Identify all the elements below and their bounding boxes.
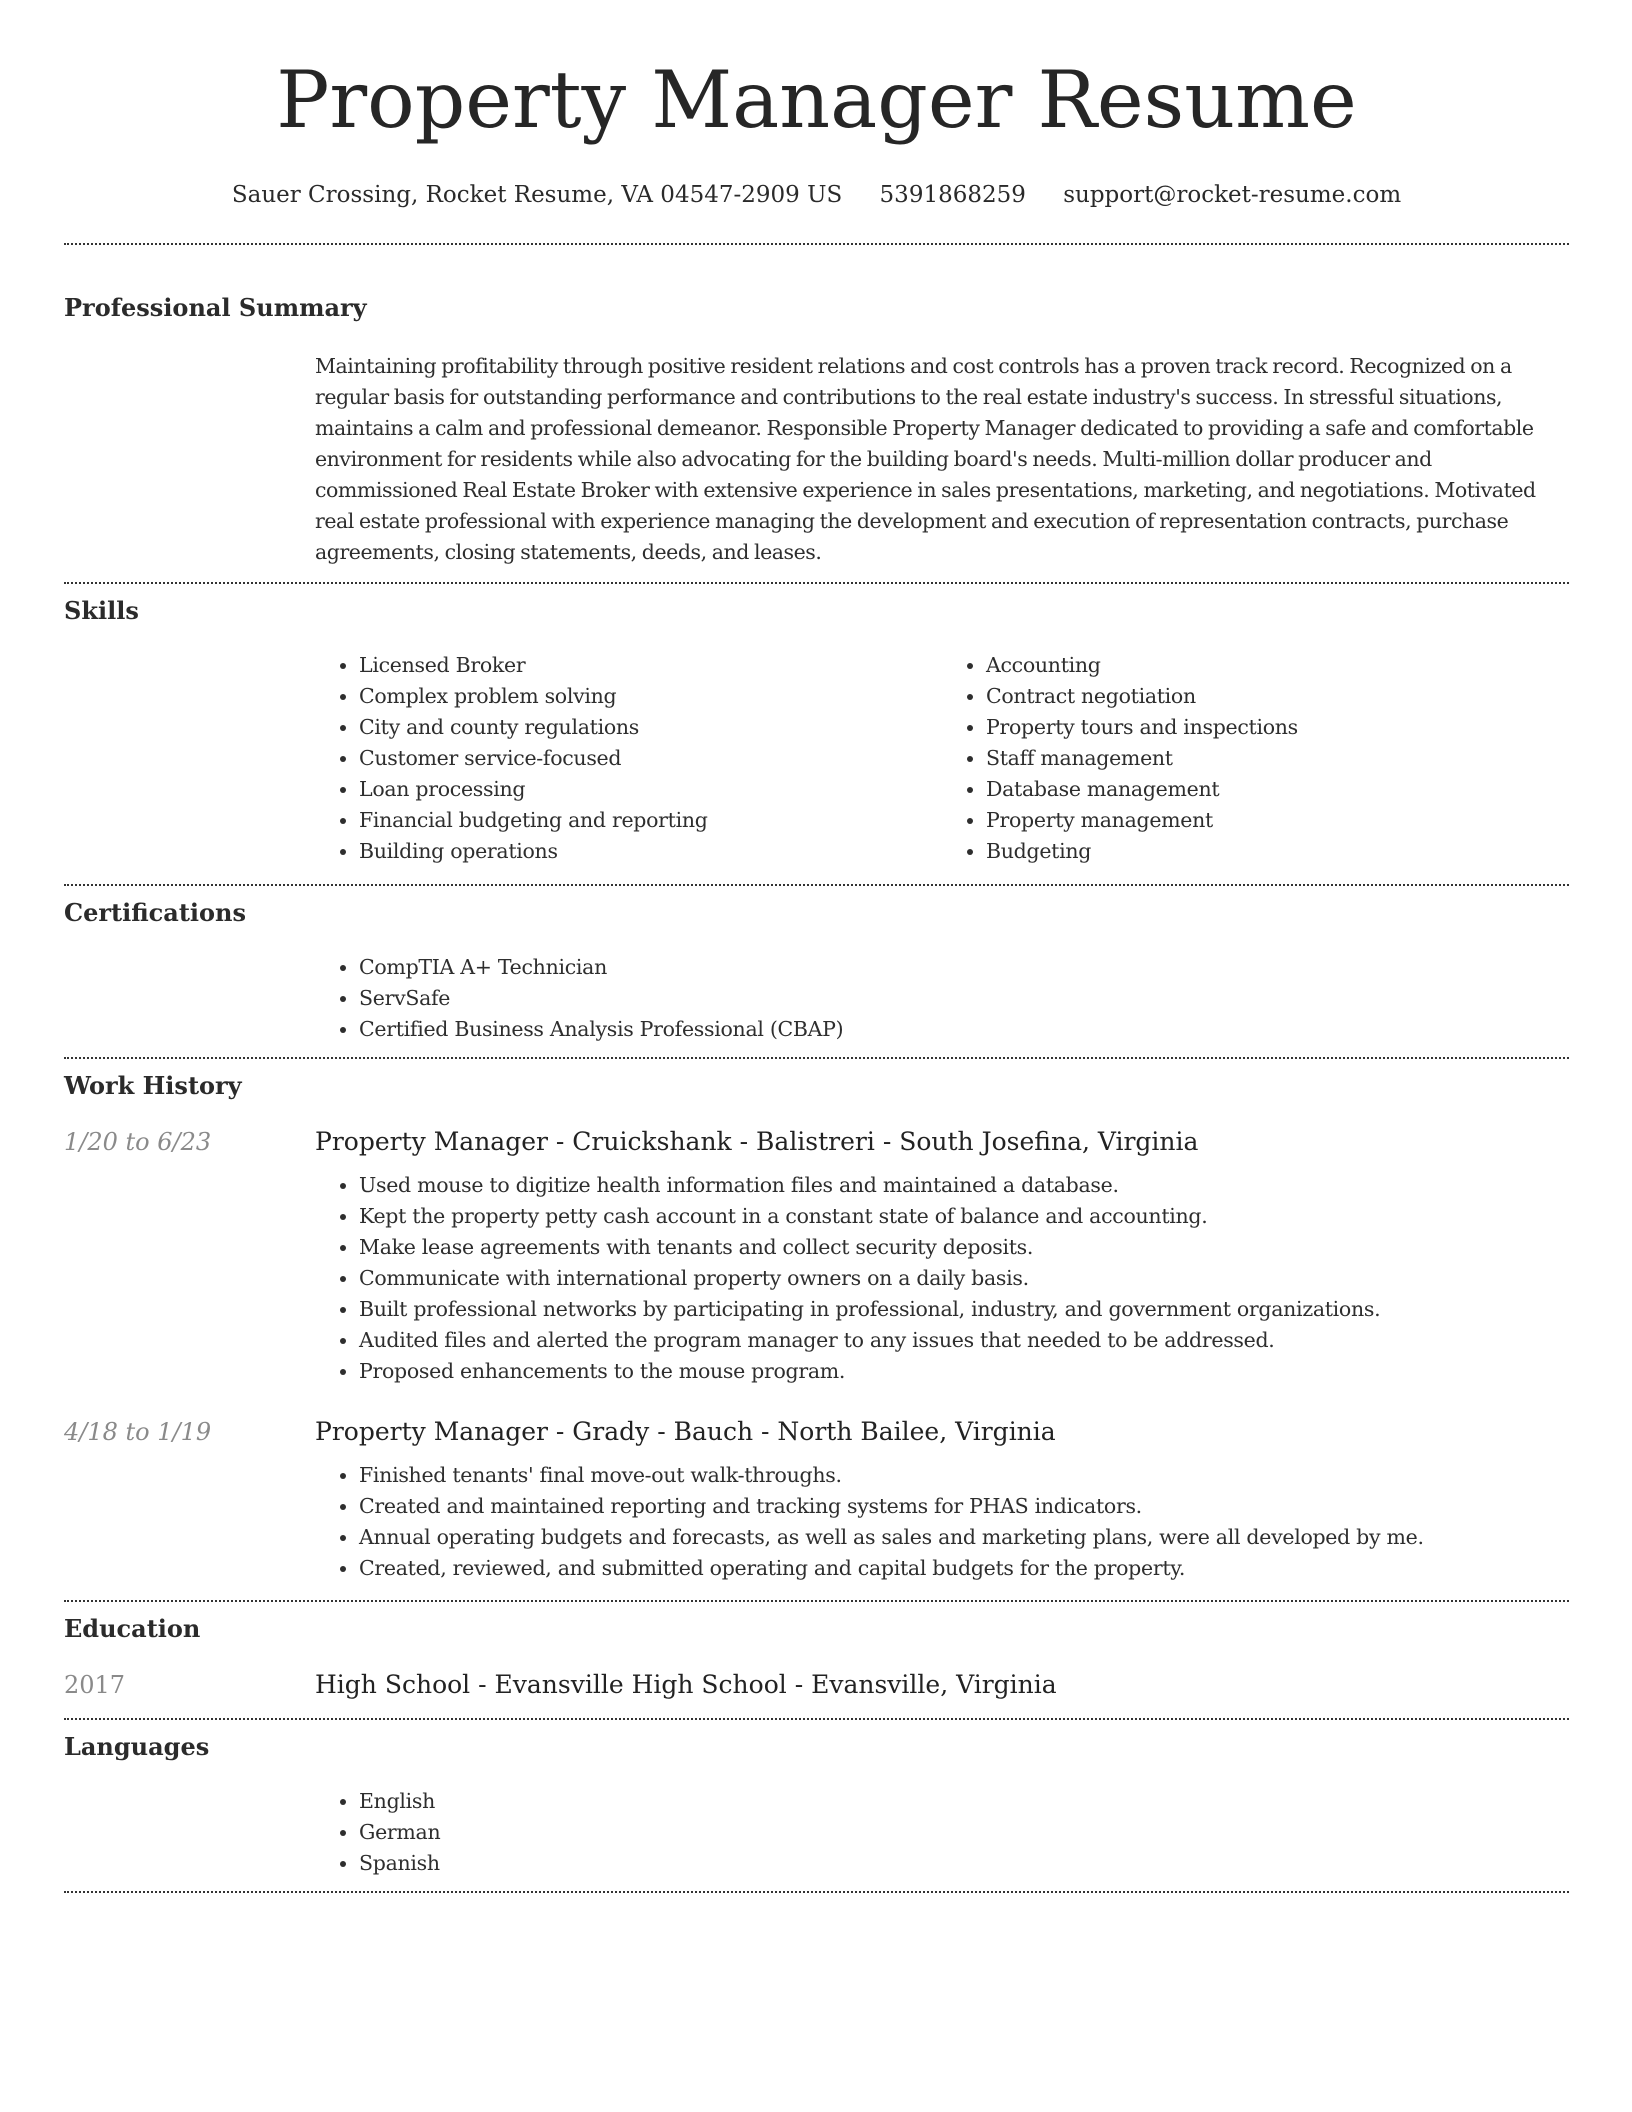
education-entry <box>64 1669 1569 1701</box>
job-duty: • Make lease agreements with tenants and collect security deposits. <box>359 1232 1569 1263</box>
work-history-section <box>64 1071 1569 1584</box>
divider <box>64 243 1569 245</box>
skills-list-right <box>942 650 1569 867</box>
education-section <box>64 1614 1569 1701</box>
education-detail: High School - Evansville High School - Evansville, Virginia <box>315 1670 1057 1699</box>
job-duty: • Annual operating budgets and forecasts, as well as sales and marketing plans, were all developed by me. <box>359 1522 1569 1553</box>
skill-item: • Complex problem solving <box>359 681 942 712</box>
job-duties-list <box>315 1460 1569 1584</box>
job-entry <box>64 1126 1569 1387</box>
job-duties-list <box>315 1170 1569 1387</box>
skills-list-left <box>315 650 942 867</box>
section-title-languages: Languages <box>64 1732 210 1761</box>
skill-item: • Property management <box>986 805 1569 836</box>
skill-item: • Loan processing <box>359 774 942 805</box>
language-item: • Spanish <box>359 1848 1569 1879</box>
certifications-body <box>315 952 1569 1045</box>
job-duty: • Kept the property petty cash account in a constant state of balance and accounting. <box>359 1201 1569 1232</box>
job-entry <box>64 1416 1569 1584</box>
job-bullets <box>315 1460 1569 1584</box>
language-item: • German <box>359 1817 1569 1848</box>
contact-line <box>64 180 1569 210</box>
skill-item: • Customer service-focused <box>359 743 942 774</box>
summary-text: Maintaining profitability through positive resident relations and cost controls has a proven track record. Recognized on a regular basis for outstanding performance and contributions to the real estate industry's success. In stressful situations, maintains a calm and professional demeanor. Responsible Property Manager dedicated to providing a safe and comfortable environment for residents while also advocating for the building board's needs. Multi-million dollar producer and commissioned Real Estate Broker with extensive experience in sales presentations, marketing, and negotiations. Motivated real estate professional with experience managing the development and execution of representation contracts, purchase agreements, closing statements, deeds, and leases. <box>315 354 1536 564</box>
certifications-section <box>64 898 1569 1045</box>
job-dates: 4/18 to 1/19 <box>64 1418 212 1446</box>
skill-item: • Staff management <box>986 743 1569 774</box>
divider <box>64 884 1569 886</box>
skill-item: • Licensed Broker <box>359 650 942 681</box>
certification-item: • ServSafe <box>359 983 1569 1014</box>
job-header <box>64 1126 1569 1158</box>
skill-item: • Property tours and inspections <box>986 712 1569 743</box>
resume-title: Property Manager Resume <box>276 54 1357 146</box>
contact-phone: 5391868259 <box>879 182 1026 208</box>
job-dates: 1/20 to 6/23 <box>64 1128 212 1156</box>
certification-item: • Certified Business Analysis Professional (CBAP) <box>359 1014 1569 1045</box>
certification-item: • CompTIA A+ Technician <box>359 952 1569 983</box>
section-title-work-history: Work History <box>64 1071 242 1100</box>
section-title-education: Education <box>64 1614 201 1643</box>
divider <box>64 1057 1569 1059</box>
skill-item: • Budgeting <box>986 836 1569 867</box>
divider <box>64 1600 1569 1602</box>
section-title-summary: Professional Summary <box>64 293 367 322</box>
skill-item: • Accounting <box>986 650 1569 681</box>
job-duty: • Proposed enhancements to the mouse program. <box>359 1356 1569 1387</box>
divider <box>64 1718 1569 1720</box>
skill-item: • Database management <box>986 774 1569 805</box>
job-duty: • Audited files and alerted the program manager to any issues that needed to be addressed. <box>359 1325 1569 1356</box>
job-title: Property Manager - Cruickshank - Balistreri - South Josefina, Virginia <box>315 1127 1199 1156</box>
job-title: Property Manager - Grady - Bauch - North Bailee, Virginia <box>315 1417 1056 1446</box>
job-duty: • Finished tenants' final move-out walk-throughs. <box>359 1460 1569 1491</box>
summary-section <box>64 293 1569 568</box>
job-duty: • Built professional networks by participating in professional, industry, and government organizations. <box>359 1294 1569 1325</box>
section-title-certifications: Certifications <box>64 898 247 927</box>
job-bullets <box>315 1170 1569 1387</box>
education-year: 2017 <box>64 1671 126 1699</box>
job-header <box>64 1416 1569 1448</box>
skills-columns <box>315 650 1569 867</box>
language-item: • English <box>359 1786 1569 1817</box>
skill-item: • Financial budgeting and reporting <box>359 805 942 836</box>
divider <box>64 582 1569 584</box>
job-duty: • Communicate with international property owners on a daily basis. <box>359 1263 1569 1294</box>
section-title-skills: Skills <box>64 596 139 625</box>
contact-email: support@rocket-resume.com <box>1063 182 1402 208</box>
languages-body <box>315 1786 1569 1879</box>
skill-item: • Building operations <box>359 836 942 867</box>
languages-list <box>315 1786 1569 1879</box>
certifications-list <box>315 952 1569 1045</box>
languages-section <box>64 1732 1569 1879</box>
job-duty: • Created, reviewed, and submitted operating and capital budgets for the property. <box>359 1553 1569 1584</box>
contact-address: Sauer Crossing, Rocket Resume, VA 04547-2909 US <box>231 182 843 208</box>
skill-item: • Contract negotiation <box>986 681 1569 712</box>
job-duty: • Used mouse to digitize health information files and maintained a database. <box>359 1170 1569 1201</box>
skills-section <box>64 596 1569 867</box>
divider <box>64 1891 1569 1893</box>
skill-item: • City and county regulations <box>359 712 942 743</box>
job-duty: • Created and maintained reporting and tracking systems for PHAS indicators. <box>359 1491 1569 1522</box>
